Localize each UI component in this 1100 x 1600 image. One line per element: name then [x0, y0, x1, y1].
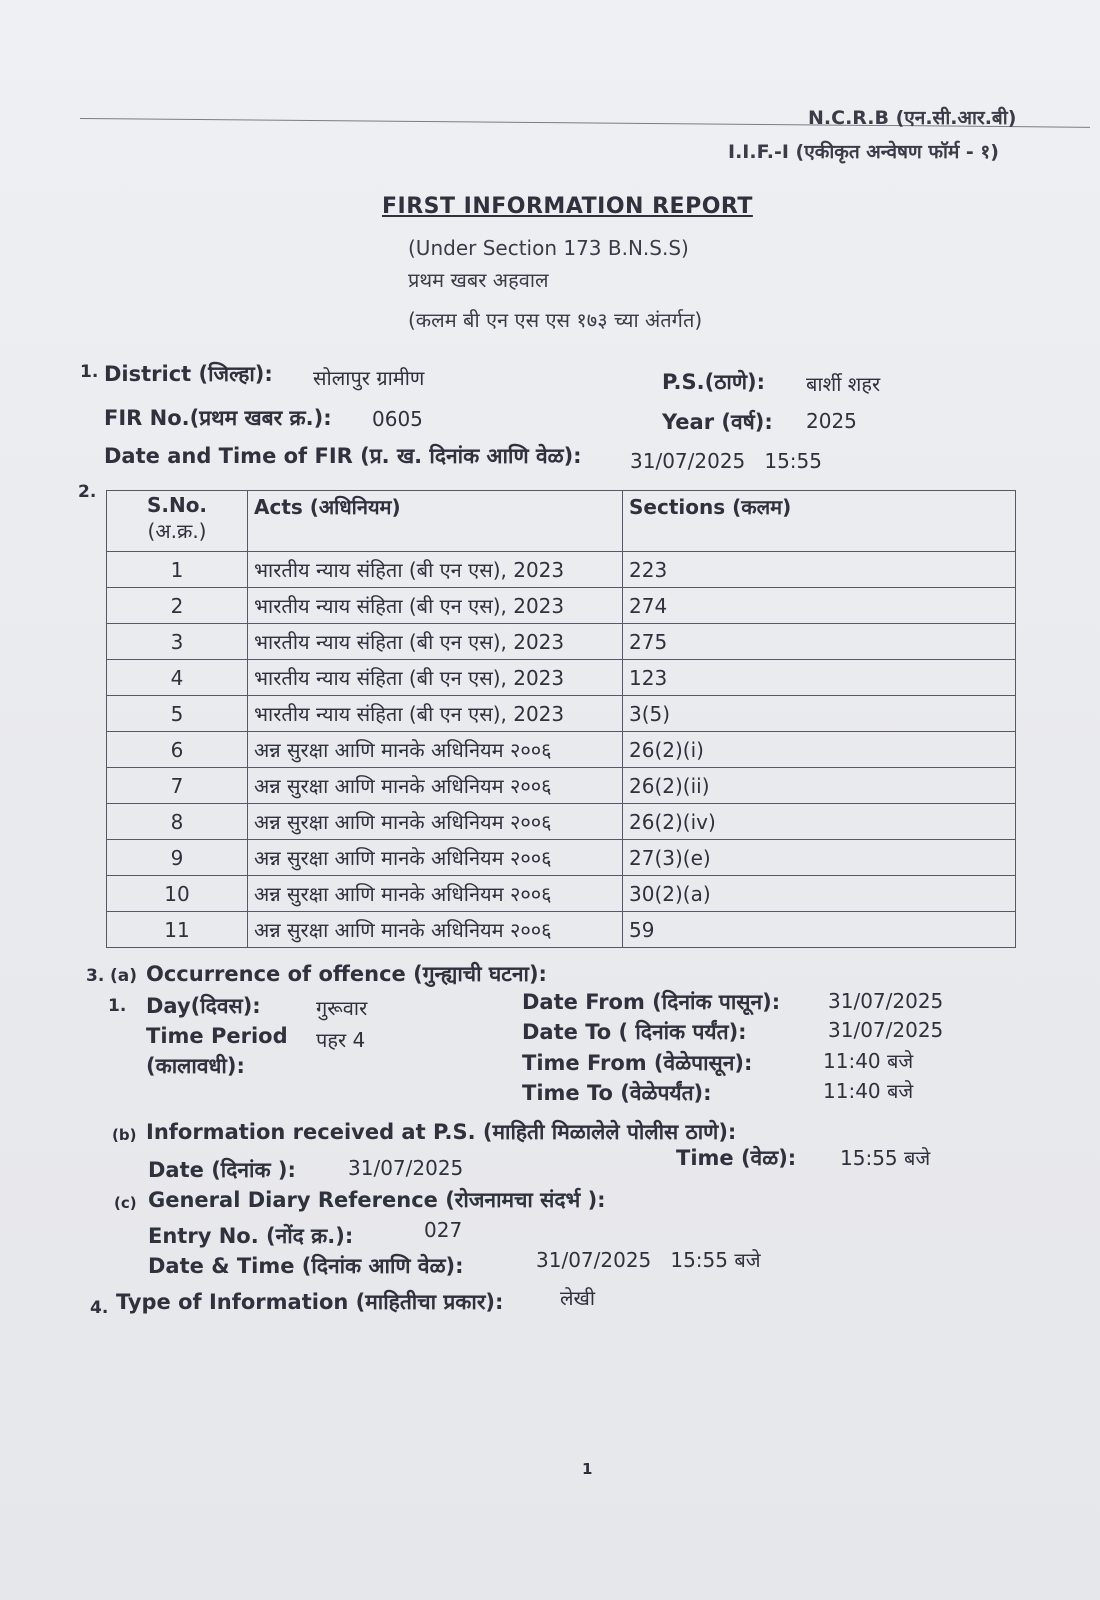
time-to-label: Time To (वेळेपर्यंत): — [522, 1081, 712, 1105]
row-act: भारतीय न्याय संहिता (बी एन एस), 2023 — [248, 624, 623, 660]
time-from-value: 11:40 बजे — [823, 1049, 914, 1073]
time-from-label: Time From (वेळेपासून): — [522, 1051, 753, 1075]
info-type-value: लेखी — [560, 1286, 596, 1310]
entry-no-value: 027 — [424, 1218, 463, 1242]
time-period-label-mr: (कालावधी): — [146, 1054, 245, 1078]
row-act: अन्न सुरक्षा आणि मानके अधिनियम २००६ — [248, 732, 623, 768]
marathi-title: प्रथम खबर अहवाल — [408, 268, 549, 292]
row-section: 274 — [623, 588, 1016, 624]
row-sno: 3 — [107, 624, 248, 660]
row-sno: 1 — [107, 552, 248, 588]
time-period-label: Time Period — [146, 1024, 288, 1048]
row-sno: 6 — [107, 732, 248, 768]
info-date-value: 31/07/2025 — [348, 1156, 464, 1180]
sno-header — [107, 491, 248, 552]
acts-header: Acts (अधिनियम) — [248, 491, 623, 552]
table-row — [107, 552, 1016, 588]
sections-header: Sections (कलम) — [623, 491, 1016, 552]
table-row — [107, 624, 1016, 660]
table-row — [107, 876, 1016, 912]
row-section: 223 — [623, 552, 1016, 588]
table-header-row — [107, 491, 1016, 552]
table-row — [107, 588, 1016, 624]
fir-datetime-label: Date and Time of FIR (प्र. ख. दिनांक आणि वेळ): — [104, 444, 582, 468]
district-label: District (जिल्हा): — [104, 362, 273, 386]
page-number: 1 — [582, 1460, 593, 1478]
marathi-section-text: (कलम बी एन एस एस १७३ च्या अंतर्गत) — [408, 308, 703, 332]
row-section: 27(3)(e) — [623, 840, 1016, 876]
fir-no-value: 0605 — [372, 407, 423, 431]
row-section: 59 — [623, 912, 1016, 948]
info-type-label: Type of Information (माहितीचा प्रकार): — [116, 1290, 504, 1314]
row-sno: 8 — [107, 804, 248, 840]
row-sno: 9 — [107, 840, 248, 876]
row-act: भारतीय न्याय संहिता (बी एन एस), 2023 — [248, 696, 623, 732]
section-3b-marker: (b) — [112, 1126, 137, 1144]
date-to-value: 31/07/2025 — [828, 1018, 944, 1042]
iif-label: I.I.F.-I (एकीकृत अन्वेषण फॉर्म - १) — [728, 141, 999, 163]
acts-sections-table — [106, 490, 1016, 948]
day-label: Day(दिवस): — [146, 994, 261, 1018]
table-row — [107, 840, 1016, 876]
table-row — [107, 696, 1016, 732]
row-act: भारतीय न्याय संहिता (बी एन एस), 2023 — [248, 588, 623, 624]
info-date-label: Date (दिनांक ): — [148, 1158, 296, 1182]
diary-datetime-value: 31/07/2025 15:55 बजे — [536, 1248, 761, 1272]
table-row — [107, 912, 1016, 948]
general-diary-label: General Diary Reference (रोजनामचा संदर्भ ): — [148, 1188, 606, 1212]
ps-label: P.S.(ठाणे): — [662, 370, 766, 394]
table-row — [107, 660, 1016, 696]
section-4-number: 4. — [90, 1298, 109, 1318]
row-section: 123 — [623, 660, 1016, 696]
info-time-value: 15:55 बजे — [840, 1146, 931, 1170]
year-label: Year (वर्ष): — [662, 410, 773, 434]
time-to-value: 11:40 बजे — [823, 1079, 914, 1103]
row-act: अन्न सुरक्षा आणि मानके अधिनियम २००६ — [248, 768, 623, 804]
sno-header-mr: (अ.क्र.) — [147, 519, 207, 543]
date-to-label: Date To ( दिनांक पर्यंत): — [522, 1020, 747, 1044]
row-sno: 7 — [107, 768, 248, 804]
section-3-number: 3. — [86, 966, 105, 986]
ps-value: बार्शी शहर — [806, 372, 881, 396]
row-act: भारतीय न्याय संहिता (बी एन एस), 2023 — [248, 552, 623, 588]
section-2-number: 2. — [78, 482, 97, 502]
row-section: 26(2)(i) — [623, 732, 1016, 768]
table-row — [107, 804, 1016, 840]
fir-datetime-value: 31/07/2025 15:55 — [630, 449, 822, 473]
district-value: सोलापुर ग्रामीण — [313, 366, 425, 390]
row-section: 26(2)(ii) — [623, 768, 1016, 804]
row-section: 275 — [623, 624, 1016, 660]
row-section: 26(2)(iv) — [623, 804, 1016, 840]
section-3a-marker: (a) — [110, 966, 138, 986]
year-value: 2025 — [806, 409, 857, 433]
row-act: भारतीय न्याय संहिता (बी एन एस), 2023 — [248, 660, 623, 696]
occurrence-label: Occurrence of offence (गुन्ह्याची घटना): — [146, 962, 547, 986]
entry-no-label: Entry No. (नोंद क्र.): — [148, 1224, 354, 1248]
date-from-value: 31/07/2025 — [828, 989, 944, 1013]
day-value: गुरूवार — [316, 996, 368, 1020]
row-sno: 11 — [107, 912, 248, 948]
under-section-text: (Under Section 173 B.N.S.S) — [408, 236, 689, 260]
row-act: अन्न सुरक्षा आणि मानके अधिनियम २००६ — [248, 876, 623, 912]
row-sno: 10 — [107, 876, 248, 912]
fir-no-label: FIR No.(प्रथम खबर क्र.): — [104, 406, 332, 430]
info-received-label: Information received at P.S. (माहिती मिळालेले पोलीस ठाणे): — [146, 1120, 737, 1144]
section-3a-item-number: 1. — [108, 996, 127, 1016]
row-act: अन्न सुरक्षा आणि मानके अधिनियम २००६ — [248, 912, 623, 948]
section-1-number: 1. — [80, 362, 99, 382]
row-sno: 4 — [107, 660, 248, 696]
row-sno: 5 — [107, 696, 248, 732]
report-title: FIRST INFORMATION REPORT — [382, 194, 753, 219]
row-act: अन्न सुरक्षा आणि मानके अधिनियम २००६ — [248, 840, 623, 876]
row-act: अन्न सुरक्षा आणि मानके अधिनियम २००६ — [248, 804, 623, 840]
row-sno: 2 — [107, 588, 248, 624]
row-section: 3(5) — [623, 696, 1016, 732]
info-time-label: Time (वेळ): — [676, 1146, 797, 1170]
table-row — [107, 732, 1016, 768]
diary-datetime-label: Date & Time (दिनांक आणि वेळ): — [148, 1254, 464, 1278]
time-period-value: पहर 4 — [316, 1028, 366, 1052]
table-row — [107, 768, 1016, 804]
section-3c-marker: (c) — [114, 1194, 137, 1212]
ncrb-label: N.C.R.B (एन.सी.आर.बी) — [808, 107, 1017, 129]
sno-header-en: S.No. — [146, 493, 208, 517]
row-section: 30(2)(a) — [623, 876, 1016, 912]
date-from-label: Date From (दिनांक पासून): — [522, 990, 781, 1014]
